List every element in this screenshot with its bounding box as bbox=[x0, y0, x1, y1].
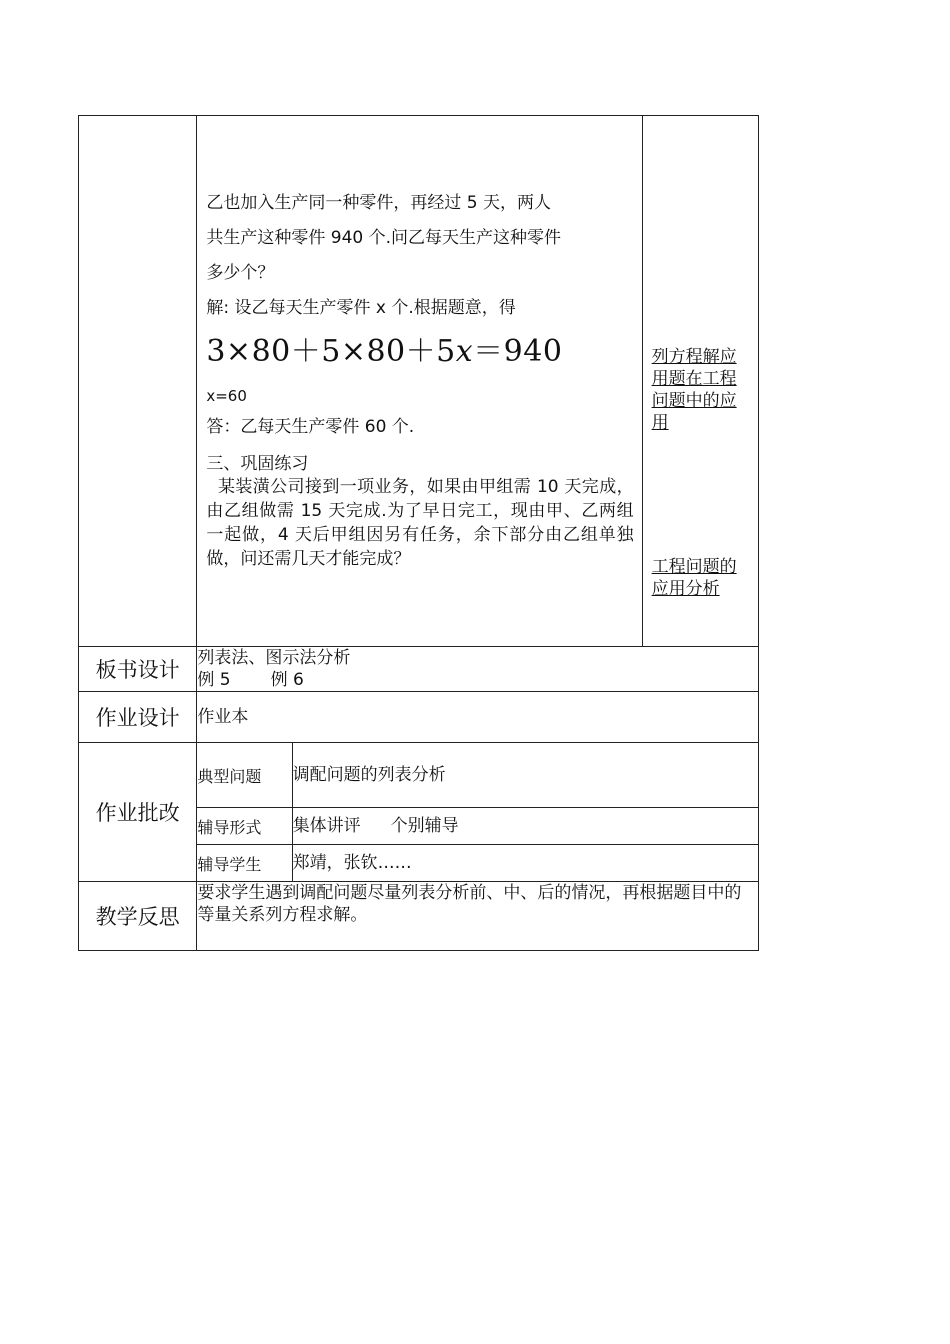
tutored-students-label: 辅导学生 bbox=[197, 845, 292, 882]
section-title: 三、巩固练习 bbox=[206, 454, 309, 474]
note-equation-application: 列方程解应用题在工程问题中的应用 bbox=[651, 347, 737, 433]
equation-left: 3×80＋5×80＋5 bbox=[206, 334, 456, 369]
answer: 答：乙每天生产零件 60 个. bbox=[206, 417, 415, 437]
tutoring-form-value bbox=[292, 808, 758, 845]
tutored-students-value: 郑靖，张钦…… bbox=[292, 845, 758, 882]
teaching-process-row bbox=[79, 116, 759, 647]
empty-label-cell bbox=[79, 116, 197, 647]
solution-intro: 解: 设乙每天生产零件 x 个.根据题意，得 bbox=[206, 298, 516, 318]
lesson-plan-table bbox=[78, 115, 759, 951]
homework-review-label: 作业批改 bbox=[79, 743, 197, 882]
board-design-row bbox=[79, 647, 759, 692]
homework-design-value: 作业本 bbox=[197, 692, 759, 743]
equation bbox=[206, 328, 633, 376]
example-6: 例 6 bbox=[270, 670, 304, 690]
board-design-label: 板书设计 bbox=[79, 647, 197, 692]
reflection-text: 要求学生遇到调配问题尽量列表分析前、中、后的情况，再根据题目中的等量关系列方程求解。 bbox=[197, 882, 759, 951]
homework-design-label: 作业设计 bbox=[79, 692, 197, 743]
tutoring-form-a: 集体讲评 bbox=[292, 816, 361, 836]
note-engineering-analysis: 工程问题的应用分析 bbox=[651, 557, 737, 599]
reflection-label: 教学反思 bbox=[79, 882, 197, 951]
equation-result: x=60 bbox=[206, 387, 247, 405]
homework-review-row-1 bbox=[79, 743, 759, 808]
notes-cell bbox=[642, 116, 758, 647]
practice-problem bbox=[206, 475, 633, 571]
problem-line-3: 多少个？ bbox=[206, 263, 275, 283]
typical-problem-value: 调配问题的列表分析 bbox=[292, 743, 758, 808]
equation-variable: x bbox=[455, 334, 474, 369]
board-design-content bbox=[197, 647, 759, 692]
board-examples bbox=[197, 669, 758, 691]
board-line-1: 列表法、图示法分析 bbox=[197, 648, 351, 668]
tutoring-form-label: 辅导形式 bbox=[197, 808, 292, 845]
equation-right: ＝940 bbox=[473, 334, 563, 369]
problem-line-1: 乙也加入生产同一种零件，再经过 5 天，两人 bbox=[206, 193, 551, 213]
typical-problem-label: 典型问题 bbox=[197, 743, 292, 808]
homework-design-row bbox=[79, 692, 759, 743]
reflection-row bbox=[79, 882, 759, 951]
tutoring-form-b: 个别辅导 bbox=[390, 816, 459, 836]
teaching-content-cell bbox=[197, 116, 642, 647]
practice-problem-text: 某装潢公司接到一项业务，如果由甲组需 10 天完成，由乙组做需 15 天完成.为了早日完工，现由甲、乙两组一起做，4 天后甲组因另有任务，余下部分由乙组单独做，问还需几天才能完成？ bbox=[206, 477, 634, 569]
problem-line-2: 共生产这种零件 940 个.问乙每天生产这种零件 bbox=[206, 228, 562, 248]
example-5: 例 5 bbox=[197, 670, 231, 690]
